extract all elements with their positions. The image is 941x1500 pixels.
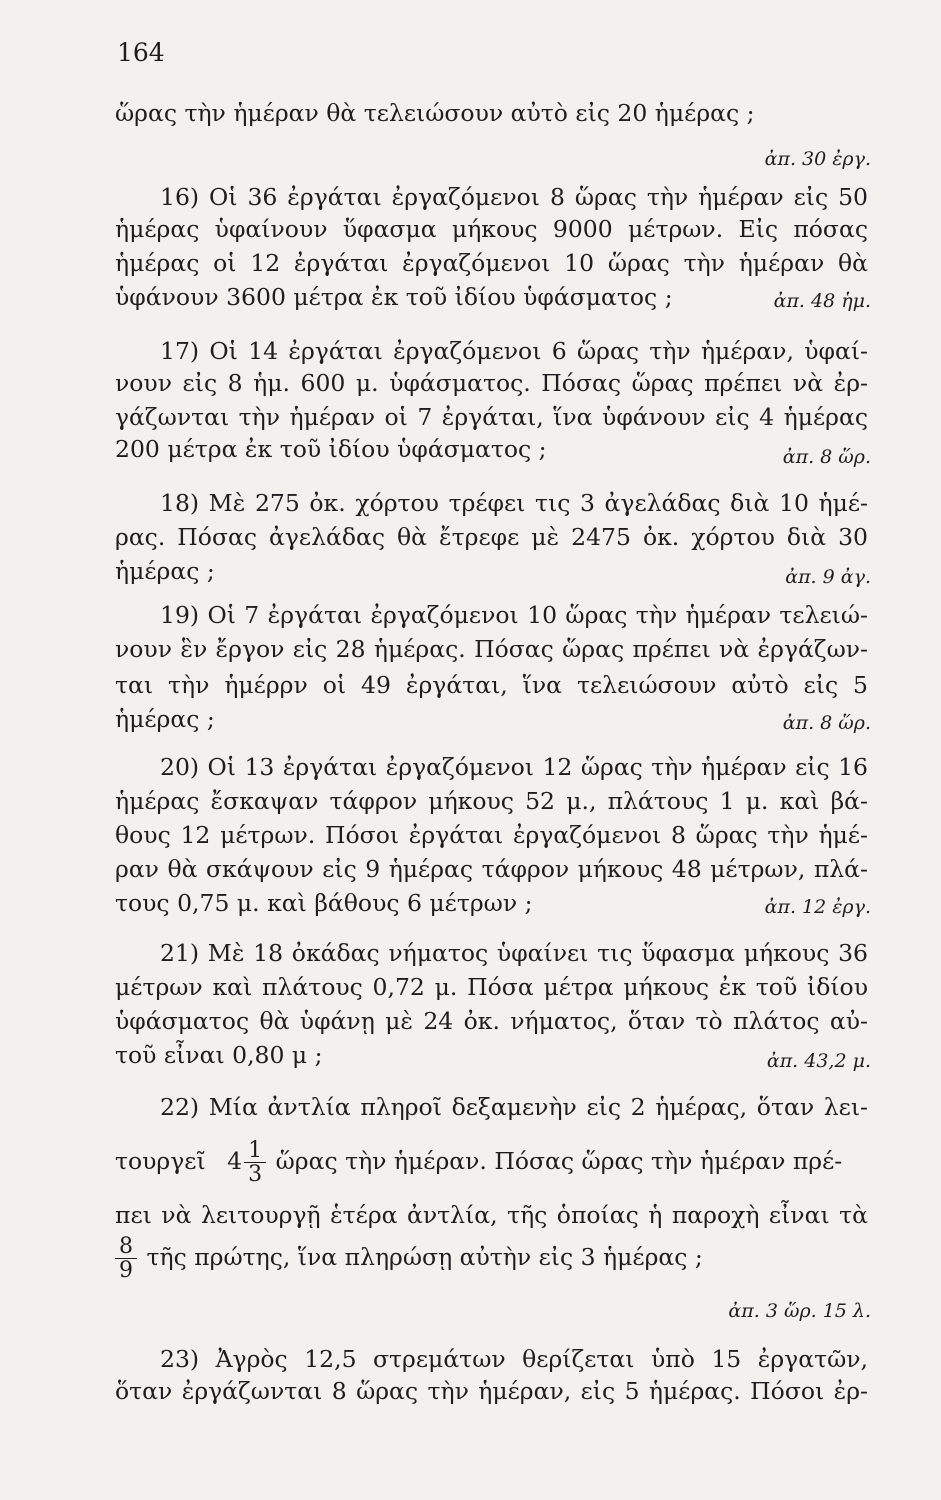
text-prefix: τουργεῖ	[115, 1147, 206, 1175]
text-suffix: τῆς πρώτης, ἵνα πληρώσῃ αὐτὴν εἰς 3 ἡμέρας ;	[146, 1243, 703, 1271]
mixed-number-whole: 4	[227, 1147, 243, 1175]
text-line: 16) Οἱ 36 ἐργάται ἐργαζόμενοι 8 ὥρας τὴν ἡμέραν εἰς 50	[160, 183, 868, 211]
text-line: 20) Οἱ 13 ἐργάται ἐργαζόμενοι 12 ὥρας τὴν ἡμέραν εἰς 16	[160, 753, 868, 781]
text-line: 19) Οἱ 7 ἐργάται ἐργαζόμενοι 10 ὥρας τὴν ἡμέραν τελειώ-	[160, 601, 868, 629]
answer-label: ἀπ. 8 ὥρ.	[782, 712, 871, 734]
answer-label: ἀπ. 30 ἐργ.	[764, 148, 871, 170]
text-line: νουν ἓν ἔργον εἰς 28 ἡμέρας. Πόσας ὥρας πρέπει νὰ ἐργάζων-	[115, 635, 868, 663]
text-line: 200 μέτρα ἐκ τοῦ ἰδίου ὑφάσματος ;	[115, 435, 547, 463]
text-line: ται τὴν ἡμέρρν οἱ 49 ἐργάται, ἵνα τελειώσουν αὐτὸ εἰς 5	[115, 671, 868, 699]
fraction-denominator: 9	[119, 1258, 133, 1283]
fraction-numerator: 1	[244, 1139, 266, 1163]
text-line: 17) Οἱ 14 ἐργάται ἐργαζόμενοι 6 ὥρας τὴν ἡμέραν, ὑφαί-	[160, 337, 868, 365]
text-line: 21) Μὲ 18 ὀκάδας νήματος ὑφαίνει τις ὕφασμα μήκους 36	[160, 939, 868, 967]
text-suffix: ὥρας τὴν ἡμέραν. Πόσας ὥρας τὴν ἡμέραν πρέ-	[275, 1147, 843, 1175]
text-line: ὥρας τὴν ἡμέραν θὰ τελειώσουν αὐτὸ εἰς 20 ἡμέρας ;	[115, 99, 755, 127]
text-line: τοῦ εἶναι 0,80 μ ;	[115, 1041, 323, 1069]
text-line: ὑφάνουν 3600 μέτρα ἐκ τοῦ ἰδίου ὑφάσματος ;	[115, 283, 673, 311]
text-line: ρας. Πόσας ἀγελάδας θὰ ἔτρεφε μὲ 2475 ὀκ. χόρτου διὰ 30	[115, 523, 868, 551]
answer-label: ἀπ. 12 ἐργ.	[764, 896, 871, 918]
text-line: γάζωνται τὴν ἡμέραν οἱ 7 ἐργάται, ἵνα ὑφάνουν εἰς 4 ἡμέρας	[115, 403, 868, 431]
text-line: πει νὰ λειτουργῇ ἑτέρα ἀντλία, τῆς ὁποίας ἡ παροχὴ εἶναι τὰ	[115, 1201, 868, 1229]
text-line: μέτρων καὶ πλάτους 0,72 μ. Πόσα μέτρα μήκους ἐκ τοῦ ἰδίου	[115, 973, 868, 1001]
fraction-text-line	[115, 1230, 868, 1284]
fraction-text-line	[115, 1134, 868, 1188]
text-line: ὅταν ἐργάζωνται 8 ὥρας τὴν ἡμέραν, εἰς 5 ἡμέρας. Πόσοι ἐρ-	[115, 1377, 868, 1405]
text-line: 18) Μὲ 275 ὀκ. χόρτου τρέφει τις 3 ἀγελάδας διὰ 10 ἡμέ-	[160, 489, 868, 517]
text-line: ραν θὰ σκάψουν εἰς 9 ἡμέρας τάφρον μήκους 48 μέτρων, πλά-	[115, 855, 868, 883]
fraction-denominator: 3	[248, 1162, 263, 1187]
answer-label: ἀπ. 48 ἡμ.	[773, 290, 871, 312]
text-line: ἡμέρας ὑφαίνουν ὕφασμα μήκους 9000 μέτρων. Εἰς πόσας	[115, 215, 868, 243]
text-line: 23) Ἀγρὸς 12,5 στρεμάτων θερίζεται ὑπὸ 15 ἐργατῶν,	[160, 1345, 868, 1373]
text-line: ὑφάσματος θὰ ὑφάνῃ μὲ 24 ὀκ. νήματος, ὅταν τὸ πλάτος αὐ-	[115, 1007, 868, 1035]
fraction-numerator: 8	[115, 1235, 137, 1259]
text-line: τους 0,75 μ. καὶ βάθους 6 μέτρων ;	[115, 889, 533, 917]
text-line: ἡμέρας ἔσκαψαν τάφρον μήκους 52 μ., πλάτους 1 μ. καὶ βά-	[115, 787, 868, 815]
answer-label: ἀπ. 43,2 μ.	[766, 1050, 871, 1072]
answer-label: ἀπ. 3 ὥρ. 15 λ.	[728, 1300, 871, 1322]
text-line: ἡμέρας ;	[115, 705, 215, 733]
fraction	[115, 1235, 137, 1282]
answer-label: ἀπ. 8 ὥρ.	[782, 446, 871, 468]
text-line: ἡμέρας οἱ 12 ἐργάται ἐργαζόμενοι 10 ὥρας τὴν ἡμέραν θὰ	[115, 249, 868, 277]
fraction	[244, 1139, 266, 1186]
answer-label: ἀπ. 9 ἀγ.	[785, 566, 871, 588]
text-line: θους 12 μέτρων. Πόσοι ἐργάται ἐργαζόμενοι 8 ὥρας τὴν ἡμέ-	[115, 821, 868, 849]
text-line: νουν εἰς 8 ἡμ. 600 μ. ὑφάσματος. Πόσας ὥρας πρέπει νὰ ἐρ-	[115, 369, 868, 397]
page-number: 164	[117, 38, 165, 67]
text-line: ἡμέρας ;	[115, 557, 215, 585]
text-line: 22) Μία ἀντλία πληροῖ δεξαμενὴν εἰς 2 ἡμέρας, ὅταν λει-	[160, 1093, 868, 1121]
